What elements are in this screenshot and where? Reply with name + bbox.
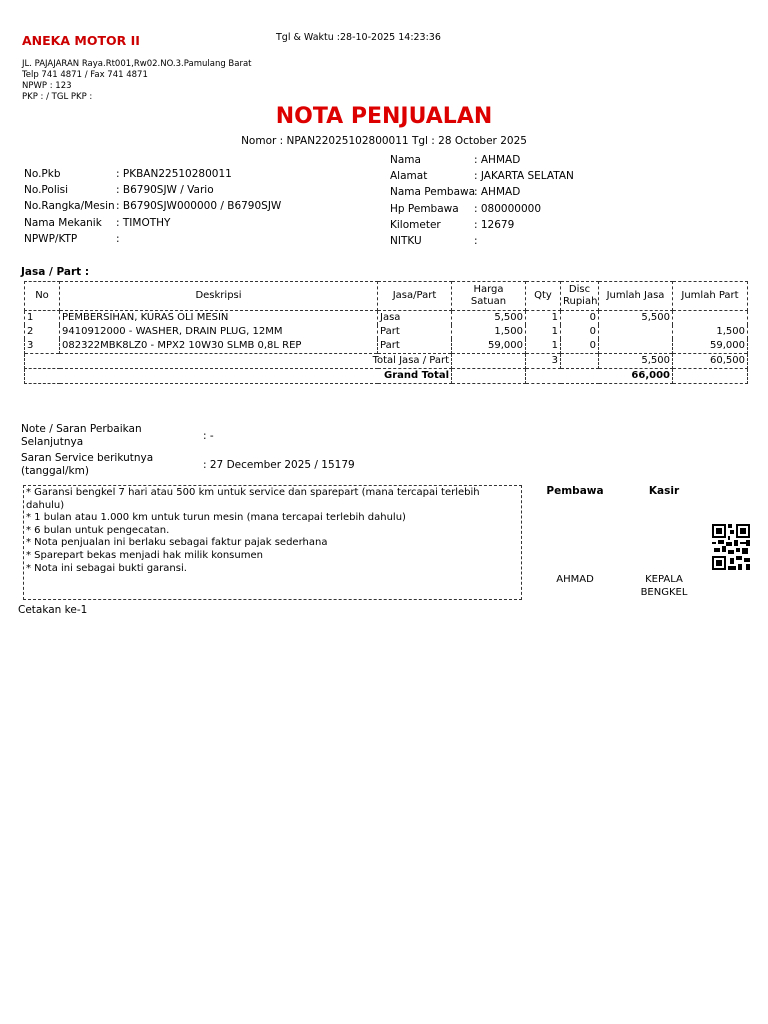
grand-total-label: Grand Total: [25, 369, 452, 384]
info-row: [390, 217, 574, 233]
col-header-disc: Disc Rupiah: [561, 282, 599, 311]
col-header-part: Jumlah Part: [673, 282, 748, 311]
cell-no: 3: [25, 339, 60, 354]
info-value: : 080000000: [474, 202, 541, 215]
cell-jasa: [599, 325, 673, 339]
service-label: Saran Service berikutnya (tanggal/km): [21, 452, 154, 477]
info-value: : PKBAN22510280011: [116, 168, 232, 180]
section-label: Jasa / Part :: [21, 266, 90, 278]
info-label: NITKU: [390, 235, 422, 248]
info-label: NPWP/KTP: [24, 232, 78, 245]
info-row: [24, 215, 281, 231]
term-line: * 1 bulan atau 1.000 km untuk turun mesin (mana tercapai terlebih dahulu): [26, 512, 406, 524]
cell-price: 59,000: [452, 339, 526, 354]
total-jasa: 5,500: [599, 354, 673, 369]
signature-pembawa-name: AHMAD: [556, 574, 594, 585]
cell-price: 5,500: [452, 311, 526, 326]
grand-total-row: [25, 369, 748, 384]
info-value: : 12679: [474, 218, 515, 231]
info-row: [390, 201, 574, 217]
total-empty: [452, 354, 526, 369]
info-label: No.Rangka/Mesin: [24, 200, 115, 213]
phone-line: Telp 741 4871 / Fax 741 4871: [22, 70, 148, 80]
service-value: : 27 December 2025 / 15179: [203, 459, 355, 471]
info-value: : B6790SJW000000 / B6790SJW: [116, 200, 282, 213]
info-row: [24, 166, 281, 182]
info-label: No.Pkb: [24, 168, 61, 180]
cell-desc: PEMBERSIHAN, KURAS OLI MESIN: [60, 311, 378, 326]
cell-jasa: 5,500: [599, 311, 673, 326]
col-header-type: Jasa/Part: [378, 282, 452, 311]
cell-jasa: [599, 339, 673, 354]
info-row: [24, 198, 281, 214]
cell-disc: 0: [561, 339, 599, 354]
info-value: :: [474, 235, 478, 248]
total-qty: 3: [526, 354, 561, 369]
signature-kasir-label: Kasir: [648, 485, 680, 497]
cell-disc: 0: [561, 325, 599, 339]
info-label: Alamat: [390, 170, 428, 183]
info-row: [24, 182, 281, 198]
col-header-desc: Deskripsi: [60, 282, 378, 311]
term-line: * 6 bulan untuk pengecatan.: [26, 524, 170, 536]
note-value: : -: [203, 430, 214, 442]
col-header-price: Harga Satuan: [452, 282, 526, 311]
document-number: Nomor : NPAN22025102800011 Tgl : 28 October 2025: [241, 135, 527, 147]
grand-empty-end: [673, 369, 748, 384]
qr-code-icon: [712, 524, 750, 570]
cell-qty: 1: [526, 325, 561, 339]
warranty-terms: [23, 485, 522, 600]
info-label: No.Polisi: [24, 184, 69, 197]
info-value: : TIMOTHY: [116, 216, 171, 229]
print-count: Cetakan ke-1: [18, 604, 88, 616]
info-label: Hp Pembawa: [390, 202, 459, 215]
term-line: * Nota ini sebagai bukti garansi.: [26, 562, 187, 574]
total-disc: [561, 354, 599, 369]
cell-desc: 9410912000 - WASHER, DRAIN PLUG, 12MM: [60, 325, 378, 339]
term-line: * Garansi bengkel 7 hari atau 500 km untuk service dan sparepart (mana tercapai terlebih dahulu): [26, 487, 480, 511]
cell-qty: 1: [526, 311, 561, 326]
items-table: [24, 281, 748, 384]
customer-info: [390, 152, 574, 249]
info-row: [390, 233, 574, 249]
cell-qty: 1: [526, 339, 561, 354]
col-header-no: No: [25, 282, 60, 311]
term-line: * Nota penjualan ini berlaku sebagai faktur pajak sederhana: [26, 537, 328, 549]
cell-part: 59,000: [673, 339, 748, 354]
table-row: [25, 311, 748, 326]
info-label: Kilometer: [390, 218, 441, 231]
cell-type: Part: [378, 339, 452, 354]
cell-price: 1,500: [452, 325, 526, 339]
table-header-row: [25, 282, 748, 311]
signature-kasir-name: KEPALA BENGKEL: [640, 574, 688, 598]
cell-part: 1,500: [673, 325, 748, 339]
grand-total-value: 66,000: [526, 369, 673, 384]
info-value: : JAKARTA SELATAN: [474, 170, 574, 183]
shop-address: [22, 59, 252, 103]
info-row: [390, 168, 574, 184]
cell-part: [673, 311, 748, 326]
vehicle-info: [24, 166, 281, 247]
term-line: * Sparepart bekas menjadi hak milik konsumen: [26, 549, 263, 561]
print-timestamp: Tgl & Waktu :28-10-2025 14:23:36: [276, 32, 441, 43]
info-label: Nama Mekanik: [24, 216, 102, 229]
info-value: : B6790SJW / Vario: [116, 184, 214, 197]
info-label: Nama Pembawa: [390, 186, 476, 199]
cell-disc: 0: [561, 311, 599, 326]
address-line: JL. PAJAJARAN Raya.Rt001,Rw02.NO.3.Pamulang Barat: [22, 59, 252, 69]
total-label: Total Jasa / Part: [25, 354, 452, 369]
info-value: : AHMAD: [474, 186, 521, 199]
col-header-jasa: Jumlah Jasa: [599, 282, 673, 311]
info-value: : AHMAD: [474, 154, 521, 166]
cell-no: 1: [25, 311, 60, 326]
pkp-line: PKP : / TGL PKP :: [22, 92, 93, 102]
signature-pembawa-label: Pembawa: [546, 485, 604, 497]
cell-desc: 082322MBK8LZ0 - MPX2 10W30 SLMB 0,8L REP: [60, 339, 378, 354]
cell-no: 2: [25, 325, 60, 339]
cell-type: Jasa: [378, 311, 452, 326]
total-part: 60,500: [673, 354, 748, 369]
info-row: [390, 152, 574, 168]
info-row: [390, 184, 574, 200]
table-row: [25, 325, 748, 339]
cell-type: Part: [378, 325, 452, 339]
info-row: [24, 231, 281, 247]
note-label: Note / Saran Perbaikan Selanjutnya: [21, 423, 142, 448]
npwp-line: NPWP : 123: [22, 81, 72, 91]
table-row: [25, 339, 748, 354]
shop-name: ANEKA MOTOR II: [22, 33, 140, 48]
grand-empty: [452, 369, 526, 384]
info-label: Nama: [390, 154, 421, 166]
col-header-qty: Qty: [526, 282, 561, 311]
total-row: [25, 354, 748, 369]
info-value: :: [116, 232, 120, 245]
document-title: NOTA PENJUALAN: [275, 104, 493, 129]
